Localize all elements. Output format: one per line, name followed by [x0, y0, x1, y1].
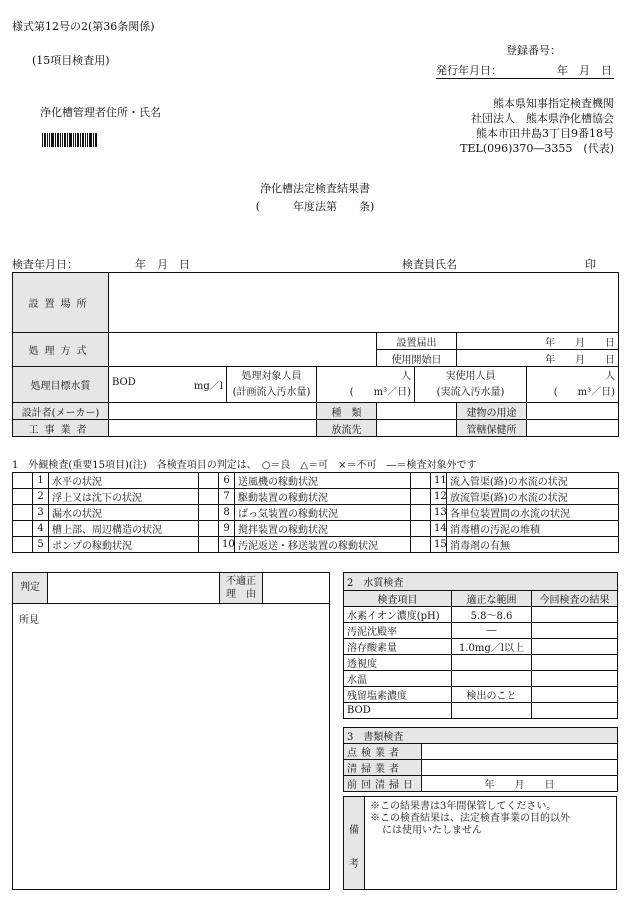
registration-number-label: 登録番号：	[506, 44, 561, 57]
water-quality-row	[344, 671, 618, 687]
judgement-mark-cell[interactable]	[199, 473, 219, 489]
water-result[interactable]	[532, 639, 618, 655]
document-value[interactable]	[422, 744, 618, 760]
judgement-box	[12, 572, 330, 890]
judgement-mark-cell[interactable]	[199, 521, 219, 537]
water-range: 検出のこと	[452, 687, 532, 703]
section1-title: 1 外観検査(重要15項目)(注) 各検査項目の判定は、 ○＝良 △＝可 ×＝不可 ―＝検査対象外です	[12, 460, 477, 471]
designer-value[interactable]	[109, 403, 317, 420]
method-label: 処理方式	[13, 333, 109, 367]
remarks-label	[344, 797, 365, 889]
visual-inspection-row	[13, 473, 619, 489]
item-number: 2	[33, 489, 49, 505]
visual-inspection-row	[13, 505, 619, 521]
item-label: 駆動装置の稼動状況	[235, 489, 411, 505]
document-label: 清掃業者	[344, 760, 422, 776]
water-range: ―	[452, 623, 532, 639]
remarks-note-2: ※この検査結果は、法定検査事業の目的以外	[370, 813, 570, 824]
water-quality-row	[344, 655, 618, 671]
barcode	[42, 133, 98, 147]
judgement-mark-cell[interactable]	[199, 505, 219, 521]
item-number: 8	[219, 505, 235, 521]
actual-flow-title: (実流入汚水量)	[436, 386, 505, 398]
remarks-label-1: 備	[349, 825, 359, 836]
item-number: 3	[33, 505, 49, 521]
water-item: 水素イオン濃度(pH)	[344, 607, 452, 623]
judgement-mark-cell[interactable]	[13, 489, 33, 505]
issue-date-suffix: 年 月 日	[557, 64, 612, 77]
start-date-label: 使用開始日	[377, 350, 457, 367]
water-range: 5.8〜8.6	[452, 607, 532, 623]
design-population-label	[227, 367, 317, 403]
water-quality-row	[344, 703, 618, 719]
judgement-mark-cell[interactable]	[13, 505, 33, 521]
item-label: 流入管渠(路)の水流の状況	[447, 473, 619, 489]
design-flow-title: (計画流入汚水量)	[232, 386, 311, 398]
design-flow-unit: ( m³／日)	[349, 386, 411, 398]
document-label: 前回清掃日	[344, 776, 422, 792]
unfit-label: 不適正	[226, 576, 256, 587]
water-range: 1.0mg／l以上	[452, 639, 532, 655]
actual-population-label	[415, 367, 527, 403]
water-result[interactable]	[532, 655, 618, 671]
water-range	[452, 671, 532, 687]
item-number: 12	[431, 489, 447, 505]
inspection-date-suffix: 年 月 日	[135, 258, 190, 271]
contractor-value[interactable]	[109, 420, 317, 437]
design-population-value[interactable]	[317, 367, 415, 403]
org-address: 熊本市田井島3丁目9番18号	[476, 127, 614, 140]
judgement-mark-cell[interactable]	[411, 505, 431, 521]
bod-unit: mg／l	[193, 381, 223, 392]
inspection-date-label: 検査年月日：	[12, 258, 78, 271]
target-quality-label: 処理目標水質	[13, 367, 109, 403]
item-label: ポンプの稼動状況	[49, 537, 199, 553]
item-label: ばっ気装置の稼動状況	[235, 505, 411, 521]
water-item: 残留塩素濃度	[344, 687, 452, 703]
judgement-row	[13, 573, 329, 604]
water-result[interactable]	[532, 607, 618, 623]
item-number: 7	[219, 489, 235, 505]
judgement-mark-cell[interactable]	[13, 521, 33, 537]
judgement-mark-cell[interactable]	[411, 537, 431, 553]
org-association: 社団法人 熊本県浄化槽協会	[471, 112, 614, 125]
organization-block	[460, 96, 614, 156]
issue-date	[436, 62, 614, 79]
building-use-value[interactable]	[527, 403, 619, 420]
item-label: 消毒剤の有無	[447, 537, 619, 553]
remarks-box	[343, 796, 617, 890]
judgement-label: 判定	[13, 573, 48, 603]
remarks-note-1: ※この結果書は3年間保管してください。	[370, 801, 557, 812]
inspector	[392, 256, 604, 273]
item-number: 13	[431, 505, 447, 521]
contractor-label: 工事業者	[13, 420, 109, 437]
water-result[interactable]	[532, 687, 618, 703]
opinion-label: 所見	[19, 615, 39, 626]
visual-inspection-row	[13, 489, 619, 505]
org-phone: TEL(096)370―3355 (代表)	[460, 142, 614, 155]
item-label: 漏水の状況	[49, 505, 199, 521]
discharge-label: 放流先	[317, 420, 377, 437]
item-number: 10	[219, 537, 235, 553]
bod-target[interactable]	[109, 367, 227, 403]
water-result[interactable]	[532, 703, 618, 719]
judgement-value[interactable]	[48, 573, 218, 603]
inspector-label: 検査員氏名	[402, 258, 457, 271]
document-row	[344, 776, 618, 792]
form-number: 様式第12号の2(第36条関係)	[12, 20, 155, 33]
notification-date[interactable]: 年 月 日	[457, 333, 619, 350]
judgement-mark-cell[interactable]	[411, 473, 431, 489]
judgement-mark-cell[interactable]	[411, 489, 431, 505]
water-item: 水温	[344, 671, 452, 687]
document-row	[344, 744, 618, 760]
water-range	[452, 703, 532, 719]
item-label: 放流管渠(路)の水流の状況	[447, 489, 619, 505]
visual-inspection-row	[13, 537, 619, 553]
visual-inspection-row	[13, 521, 619, 537]
water-result[interactable]	[532, 623, 618, 639]
col-result: 今回検査の結果	[532, 591, 618, 607]
seal-mark: 印	[585, 258, 596, 271]
remarks-note-3: には使用いたしません	[382, 825, 482, 836]
building-use-label: 建物の用途	[457, 403, 527, 420]
item-number: 1	[33, 473, 49, 489]
designer-label: 設計者(メーカー)	[13, 403, 109, 420]
item-number: 9	[219, 521, 235, 537]
item-label: 水平の状況	[49, 473, 199, 489]
reason-label: 理 由	[226, 589, 256, 600]
health-center-value[interactable]	[527, 420, 619, 437]
section3-title: 3 書類検査	[344, 728, 618, 744]
document-inspection-table	[343, 727, 618, 792]
water-item: 汚泥沈殿率	[344, 623, 452, 639]
location-label: 設置場所	[13, 273, 109, 333]
water-quality-table	[343, 572, 618, 719]
unfit-reason-value[interactable]	[264, 573, 328, 603]
method-value[interactable]	[109, 333, 377, 367]
org-name: 熊本県知事指定検査機関	[493, 97, 614, 110]
type-value[interactable]	[377, 403, 457, 420]
document-value[interactable]: 年 月 日	[422, 776, 618, 792]
item-label: 槽上部、周辺構造の状況	[49, 521, 199, 537]
document-value[interactable]	[422, 760, 618, 776]
issue-date-label: 発行年月日：	[436, 64, 502, 77]
col-range: 適正な範囲	[452, 591, 532, 607]
item-label: 送風機の稼動状況	[235, 473, 411, 489]
water-quality-row	[344, 607, 618, 623]
document-title: 浄化槽法定検査結果書	[260, 182, 370, 195]
actual-flow-unit: ( m³／日)	[553, 386, 615, 398]
document-label: 点検業者	[344, 744, 422, 760]
col-item: 検査項目	[344, 591, 452, 607]
type-label: 種 類	[317, 403, 377, 420]
discharge-value[interactable]	[377, 420, 457, 437]
remarks-label-2: 考	[349, 859, 359, 870]
design-population-unit: 人	[401, 370, 411, 382]
inspection-date	[12, 256, 192, 273]
water-range	[452, 655, 532, 671]
item-label: 撹拌装置の稼動状況	[235, 521, 411, 537]
water-item: BOD	[344, 703, 452, 719]
water-quality-row	[344, 623, 618, 639]
notification-label: 設置届出	[377, 333, 457, 350]
judgement-mark-cell[interactable]	[411, 521, 431, 537]
item-number: 11	[431, 473, 447, 489]
actual-population-title: 実使用人員	[445, 370, 496, 382]
water-quality-row	[344, 687, 618, 703]
item-number: 4	[33, 521, 49, 537]
manager-label: 浄化槽管理者住所・氏名	[40, 106, 161, 119]
section2-title: 2 水質検査	[344, 573, 618, 591]
water-item: 溶存酸素量	[344, 639, 452, 655]
judgement-mark-cell[interactable]	[199, 489, 219, 505]
item-number: 15	[431, 537, 447, 553]
judgement-mark-cell[interactable]	[13, 473, 33, 489]
info-table	[12, 272, 619, 437]
water-quality-row	[344, 639, 618, 655]
item-number: 5	[33, 537, 49, 553]
water-item: 透視度	[344, 655, 452, 671]
unfit-reason-label	[219, 573, 263, 603]
item-label: 浮上又は沈下の状況	[49, 489, 199, 505]
item-label: 消毒槽の汚泥の堆積	[447, 521, 619, 537]
remarks-notes	[370, 801, 570, 837]
item-number: 6	[219, 473, 235, 489]
document-row	[344, 760, 618, 776]
actual-population-unit: 人	[605, 370, 615, 382]
water-result[interactable]	[532, 671, 618, 687]
document-subtitle: ( 年度法第 条)	[255, 200, 375, 213]
location-value[interactable]	[109, 273, 619, 333]
judgement-mark-cell[interactable]	[13, 537, 33, 553]
inspection-type: (15項目検査用)	[32, 54, 110, 67]
item-number: 14	[431, 521, 447, 537]
health-center-label: 管轄保健所	[457, 420, 527, 437]
item-label: 各単位装置間の水流の状況	[447, 505, 619, 521]
bod-label: BOD	[112, 377, 136, 388]
item-label: 汚泥返送・移送装置の稼動状況	[235, 537, 411, 553]
visual-inspection-table	[12, 472, 619, 553]
actual-population-value[interactable]	[527, 367, 619, 403]
design-population-title: 処理対象人員	[241, 370, 302, 382]
judgement-mark-cell[interactable]	[199, 537, 219, 553]
start-date[interactable]: 年 月 日	[457, 350, 619, 367]
